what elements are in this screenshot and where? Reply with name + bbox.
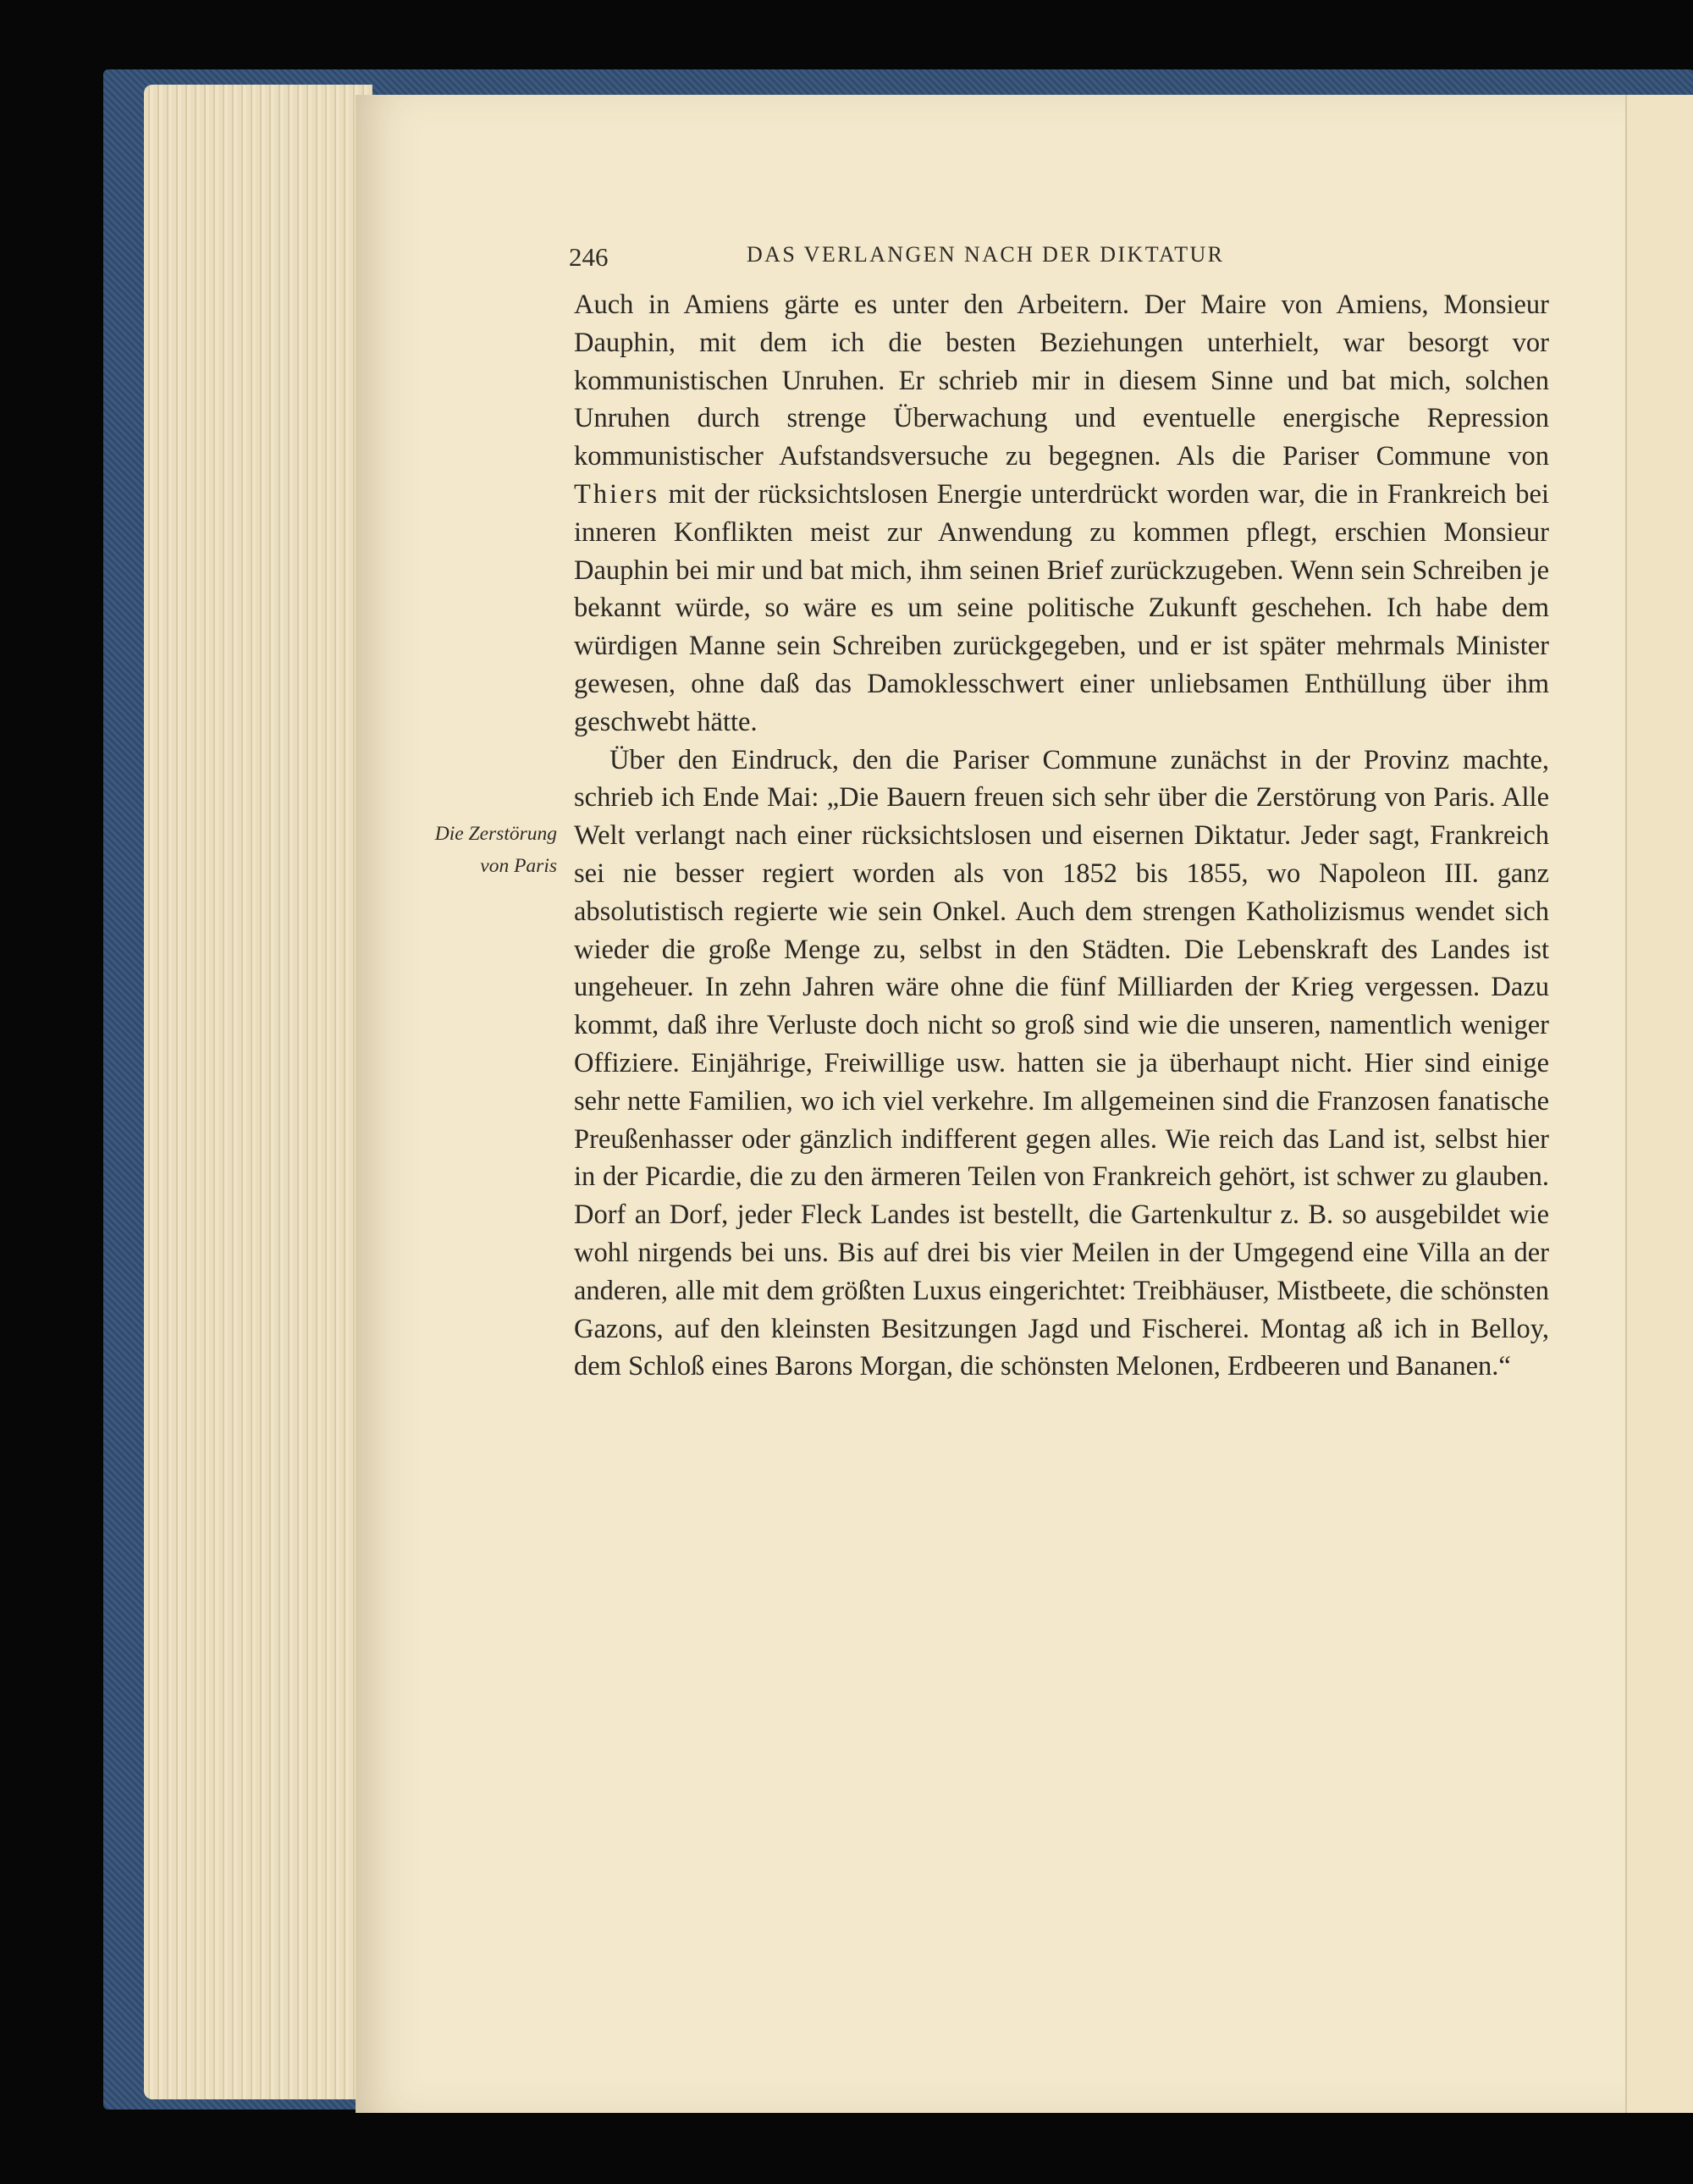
name-thiers: Thiers (574, 478, 660, 510)
page-edges (144, 85, 372, 2099)
page-number: 246 (569, 242, 609, 272)
paragraph-1 (574, 286, 1549, 742)
marginal-note-line-1: Die Zerstörung (434, 823, 557, 845)
facing-page-edge (1625, 95, 1693, 2113)
paragraph-1-part-2: mit der rücksichtslosen Energie unterdrückt worden war, die in Frankreich bei inneren Konflikten meist zur Anwendung zu kommen pflegt, erschien Monsieur Dauphin bei mir und bat mich, ihm seinen Brief zurückzugeben. Wenn sein Schreiben je bekannt würde, so wäre es um seine politische Zukunft geschehen. Ich habe dem würdigen Manne sein Schreiben zurückgegeben, und er ist später mehrmals Minister gewesen, ohne daß das Damoklesschwert einer unliebsamen Enthüllung über ihm geschwebt hätte. (574, 478, 1549, 737)
page-header (569, 242, 1354, 279)
paragraph-2: Über den Eindruck, den die Pariser Commune zunächst in der Provinz machte, schrieb ich Ende Mai: „Die Bauern freuen sich sehr über die Zerstörung von Paris. Alle Welt verlangt nach einer rücksichtslosen und eisernen Diktatur. Jeder sagt, Frankreich sei nie besser regiert worden als von 1852 bis 1855, wo Napoleon III. ganz absolutistisch regierte wie sein Onkel. Auch dem strengen Katholizismus wendet sich wieder die große Menge zu, selbst in den Städten. Die Lebenskraft des Landes ist ungeheuer. In zehn Jahren wäre ohne die fünf Milliarden der Krieg vergessen. Dazu kommt, daß ihre Verluste doch nicht so groß sind wie die unseren, namentlich weniger Offiziere. Einjährige, Freiwillige usw. hatten sie ja überhaupt nicht. Hier sind einige sehr nette Familien, wo ich viel verkehre. Im allgemeinen sind die Franzosen fanatische Preußenhasser oder gänzlich indifferent gegen alles. Wie reich das Land ist, selbst hier in der Picardie, die zu den ärmeren Teilen von Frankreich gehört, ist schwer zu glauben. Dorf an Dorf, jeder Fleck Landes ist bestellt, die Gartenkultur z. B. so ausgebildet wie wohl nirgends bei uns. Bis auf drei bis vier Meilen in der Umgegend eine Villa an der anderen, alle mit dem größten Luxus eingerichtet: Treibhäuser, Mistbeete, die schönsten Gazons, auf den kleinsten Besitzungen Jagd und Fischerei. Montag aß ich in Belloy, dem Schloß eines Barons Morgan, die schönsten Melonen, Erdbeeren und Bananen.“ (574, 744, 1549, 1382)
body-text (574, 286, 1549, 1386)
running-title: DAS VERLANGEN NACH DER DIKTATUR (747, 242, 1225, 267)
marginal-note (372, 818, 557, 882)
marginal-note-line-2: von Paris (480, 855, 557, 877)
paragraph-1-part-1: Auch in Amiens gärte es unter den Arbeitern. Der Maire von Amiens, Monsieur Dauphin, mit dem ich die besten Beziehungen unterhielt, war besorgt vor kommunistischen Unruhen. Er schrieb mir in diesem Sinne und bat mich, solchen Unruhen durch strenge Überwachung und eventuelle energische Repression kommunistischer Aufstandsversuche zu begegnen. Als die Pariser Commune von (574, 290, 1549, 472)
